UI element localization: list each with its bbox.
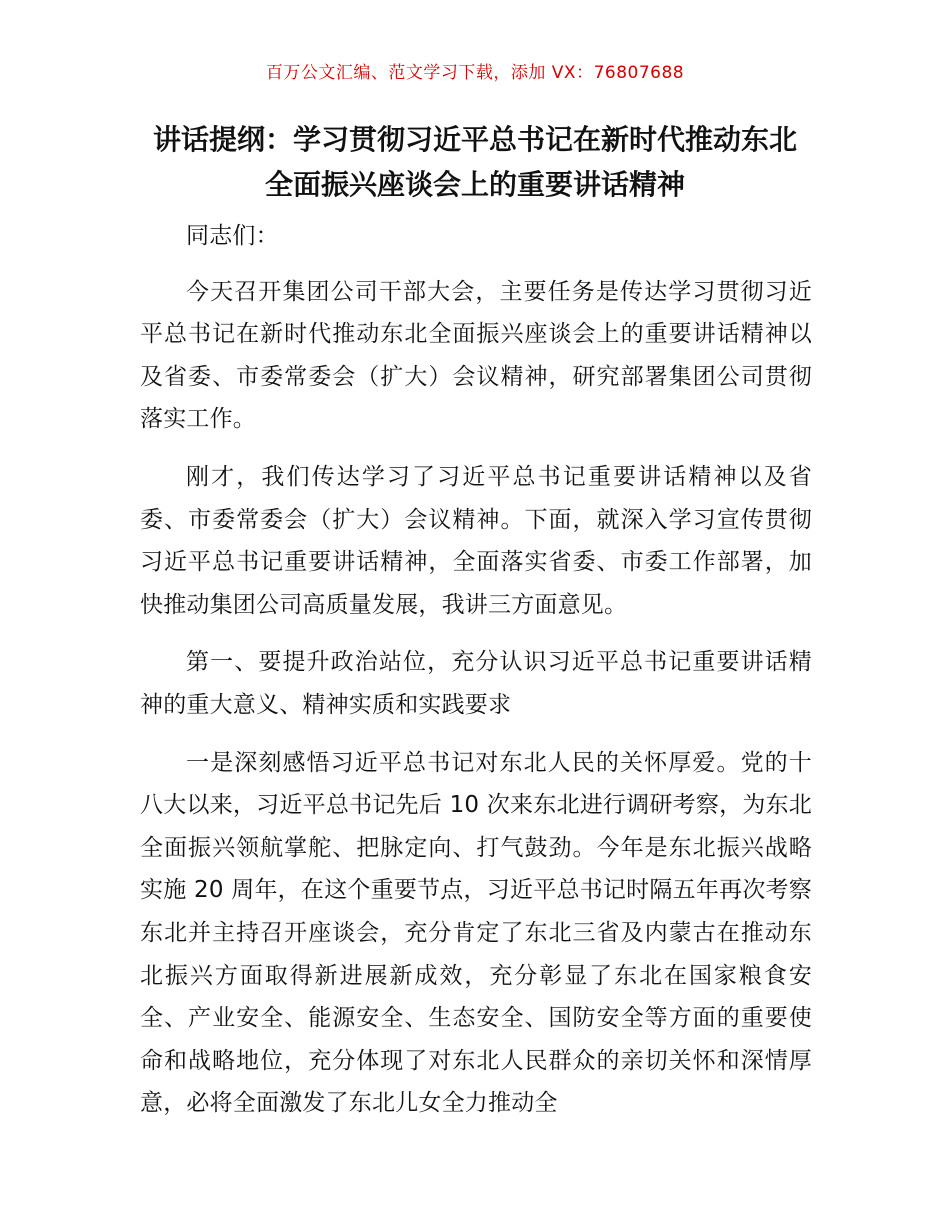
section-heading-1: 第一、要提升政治站位，充分认识习近平总书记重要讲话精神的重大意义、精神实质和实践要求 (140, 649, 812, 718)
paragraph-1: 今天召开集团公司干部大会，主要任务是传达学习贯彻习近平总书记在新时代推动东北全面振兴座谈会上的重要讲话精神以及省委、市委常委会（扩大）会议精神，研究部署集团公司贯彻落实工作。 (140, 278, 812, 433)
document-body (140, 215, 812, 1140)
greeting: 同志们： (186, 223, 279, 249)
paragraph-2: 刚才，我们传达学习了习近平总书记重要讲话精神以及省委、市委常委会（扩大）会议精神。下面，就深入学习宣传贯彻习近平总书记重要讲话精神，全面落实省委、市委工作部署，加快推动集团公司高质量发展，我讲三方面意见。 (140, 463, 812, 618)
watermark-header: 百万公文汇编、范文学习下载，添加 VX：76807688 (265, 63, 685, 83)
document-title: 讲话提纲：学习贯彻习近平总书记在新时代推动东北全面振兴座谈会上的重要讲话精神 (152, 123, 797, 201)
paragraph-3: 一是深刻感悟习近平总书记对东北人民的关怀厚爱。党的十八大以来，习近平总书记先后 10 次来东北进行调研考察，为东北全面振兴领航掌舵、把脉定向、打气鼓劲。今年是东北振兴战略实施 20 周年，在这个重要节点，习近平总书记时隔五年再次考察东北并主持召开座谈会，充分肯定了东北三省及内蒙古在推动东北振兴方面取得新进展新成效，充分彰显了东北在国家粮食安全、产业安全、能源安全、生态安全、国防安全等方面的重要使命和战略地位，充分体现了对东北人民群众的亲切关怀和深情厚意，必将全面激发了东北儿女全力推动全 (140, 749, 812, 1117)
